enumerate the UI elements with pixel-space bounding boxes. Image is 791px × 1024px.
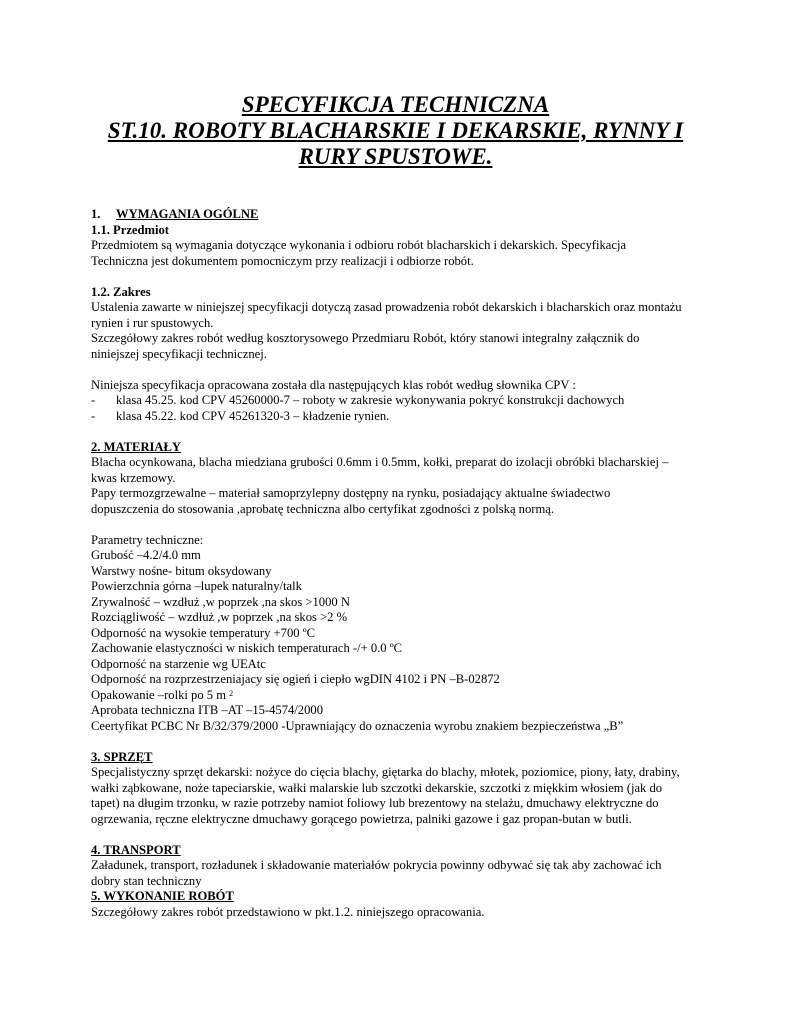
paragraph-line: dobry stan techniczny bbox=[91, 873, 202, 888]
section-5-heading: 5. WYKONANIE ROBÓT bbox=[91, 889, 234, 903]
packaging-text: Opakowanie –rolki po 5 m bbox=[91, 687, 227, 702]
section-2-heading: 2. MATERIAŁY bbox=[91, 439, 182, 454]
subsection-1-2-heading: 1.2. Zakres bbox=[91, 284, 151, 299]
paragraph-line: Szczegółowy zakres robót przedstawiono w pkt.1.2. niniejszego opracowania. bbox=[91, 904, 485, 919]
param-line: Odporność na wysokie temperatury +700 ºC bbox=[91, 625, 316, 640]
subsection-1-1-heading: 1.1. Przedmiot bbox=[91, 222, 169, 237]
paragraph-line: dopuszczenia do stosowania ,aprobatę techniczna albo certyfikat zgodności z polską normą. bbox=[91, 501, 554, 516]
document-body bbox=[91, 207, 711, 920]
param-line: Aprobata techniczna ITB –AT –15-4574/2000 bbox=[91, 703, 323, 717]
section-3-heading: 3. SPRZĘT bbox=[91, 749, 153, 764]
cpv-item-text: klasa 45.22. kod CPV 45261320-3 – kładzenie rynien. bbox=[116, 408, 390, 423]
param-line: Zrywalność – wzdłuż ,w poprzek ,na skos >1000 N bbox=[91, 594, 350, 609]
param-line: Odporność na rozprzestrzeniajacy się ogień i ciepło wgDIN 4102 i PN –B-02872 bbox=[91, 672, 500, 686]
cpv-item-text: klasa 45.25. kod CPV 45260000-7 – roboty w zakresie wykonywania pokryć konstrukcji dachowych bbox=[116, 393, 625, 407]
param-line: Ceertyfikat PCBC Nr B/32/379/2000 -Uprawniający do oznaczenia wyrobu znakiem bezpieczeństwa „B” bbox=[91, 718, 624, 733]
title-line-1: SPECYFIKCJA TECHNICZNA bbox=[241, 92, 550, 117]
params-heading: Parametry techniczne: bbox=[91, 532, 204, 547]
param-line: Warstwy nośne- bitum oksydowany bbox=[91, 563, 272, 578]
cpv-intro: Niniejsza specyfikacja opracowana została dla następujących klas robót według słownika CPV : bbox=[91, 377, 576, 392]
title-line-2: ST.10. ROBOTY BLACHARSKIE I DEKARSKIE, RYNNY I bbox=[107, 118, 684, 143]
param-line: Odporność na starzenie wg UEAtc bbox=[91, 656, 266, 671]
paragraph-line: Przedmiotem są wymagania dotyczące wykonania i odbioru robót blacharskich i dekarskich. Specyfikacja bbox=[91, 238, 627, 252]
paragraph-line: Ustalenia zawarte w niniejszej specyfikacji dotyczą zasad prowadzenia robót dekarskich i blacharskich oraz montażu bbox=[91, 300, 682, 314]
paragraph-line: Załadunek, transport, rozładunek i składowanie materiałów pokrycia powinny odbywać się tak aby zachować ich bbox=[91, 858, 662, 872]
section-1-title: WYMAGANIA OGÓLNE bbox=[116, 207, 259, 221]
paragraph-line: Szczegółowy zakres robót według kosztorysowego Przedmiaru Robót, który stanowi integralny załącznik do bbox=[91, 331, 640, 345]
param-line-packaging bbox=[91, 688, 711, 704]
packaging-superscript: 2 bbox=[229, 688, 234, 698]
title-line-3: RURY SPUSTOWE. bbox=[298, 144, 493, 169]
paragraph-line: Techniczna jest dokumentem pomocniczym przy realizacji i odbiorze robót. bbox=[91, 253, 474, 268]
dash-bullet: - bbox=[91, 408, 96, 423]
paragraph-line: rynien i rur spustowych. bbox=[91, 315, 214, 330]
param-line: Grubość –4.2/4.0 mm bbox=[91, 548, 201, 562]
paragraph-line: tapet) na długim trzonku, w razie potrzeby namiot foliowy lub brezentowy na stelażu, dmuchawy elektryczne do bbox=[91, 796, 659, 810]
param-line: Zachowanie elastyczności w niskich temperaturach -/+ 0.0 ºC bbox=[91, 641, 403, 655]
cpv-list-item bbox=[91, 393, 711, 409]
paragraph-line: Blacha ocynkowana, blacha miedziana grubości 0.6mm i 0.5mm, kołki, preparat do izolacji obróbki blacharskiej – bbox=[91, 455, 669, 469]
cpv-list-item bbox=[91, 409, 711, 425]
paragraph-line: ogrzewania, ręczne elektryczne dmuchawy gorącego powietrza, palniki gazowe i gaz propan-butan w butli. bbox=[91, 811, 632, 826]
section-1-heading bbox=[91, 207, 711, 223]
param-line: Powierzchnia górna –lupek naturalny/talk bbox=[91, 579, 302, 593]
paragraph-line: wałki ząbkowane, noże tapeciarskie, wałki malarskie lub szczotki dekarskie, szczotki z miękkim włosiem (jak do bbox=[91, 780, 663, 795]
paragraph-line: Specjalistyczny sprzęt dekarski: nożyce do cięcia blachy, giętarka do blachy, młotek, poziomice, piony, łaty, drabiny, bbox=[91, 765, 680, 779]
section-1-number: 1. bbox=[91, 207, 101, 221]
dash-bullet: - bbox=[91, 393, 96, 407]
document-title bbox=[60, 92, 731, 170]
paragraph-line: kwas krzemowy. bbox=[91, 470, 176, 485]
paragraph-line: Papy termozgrzewalne – materiał samoprzylepny dostępny na rynku, posiadający aktualne świadectwo bbox=[91, 486, 611, 500]
param-line: Rozciągliwość – wzdłuż ,w poprzek ,na skos >2 % bbox=[91, 610, 348, 624]
paragraph-line: niniejszej specyfikacji technicznej. bbox=[91, 346, 267, 361]
section-4-heading: 4. TRANSPORT bbox=[91, 842, 181, 857]
